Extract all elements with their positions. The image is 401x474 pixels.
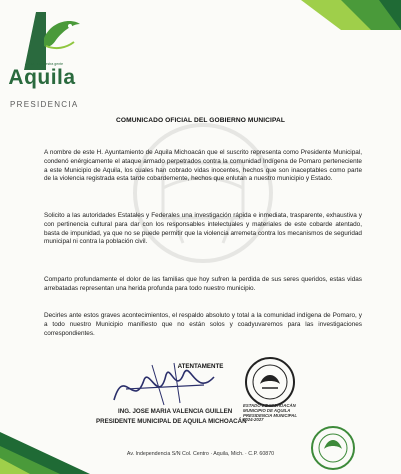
decorative-corner-bottom-left (0, 424, 150, 474)
decorative-corner-top-right (271, 0, 401, 30)
official-stamp-text (243, 404, 323, 423)
logo-tagline: Aquila por nuestra gente (24, 62, 64, 66)
paragraph-4: Decirles ante estos graves acontecimientos, el respaldo absoluto y total a la comunidad indígena de Pomaro, y a todo nuestro Municipio manifiesto que no están solos y coadyuvaremos para las investigaciones correspondientes. (44, 312, 362, 337)
stamp-line-2: MUNICIPIO DE AQUILA (243, 407, 291, 413)
paragraph-2: Solicito a las autoridades Estatales y Federales una investigación rápida e inmediata, trasparente, exhaustiva y con pertinencia cultural para dar con los responsables intelectuales y materiales de este cobarde atentado, basta de impunidad, ya que no se puede permitir que la violencia arremeta contra los mecanismos de seguridad municipal ni contra la población civil. (44, 212, 362, 246)
footer-seal-icon (308, 425, 358, 471)
municipal-seal-icon (244, 356, 296, 408)
signer-name: ING. JOSE MARIA VALENCIA GUILLEN (118, 408, 233, 415)
stamp-line-4: 2024-2027 (243, 417, 264, 423)
stamp-line-1: ESTADO DE MICHOACÁN (243, 403, 296, 408)
footer-address: Av. Independencia S/N Col. Centro · Aquila, Mich. · C.P. 60870 (126, 451, 275, 457)
logo-wordmark: Aquila (8, 66, 76, 89)
department-label: PRESIDENCIA (10, 100, 79, 109)
stamp-line-3: PRESIDENCIA MUNICIPAL (243, 412, 297, 418)
handwritten-signature-icon (104, 355, 224, 415)
paragraph-3: Comparto profundamente el dolor de las familias que hoy sufren la perdida de sus seres queridos, estas vidas arrebatadas representan una herida profunda para todo nuestro municipio. (44, 276, 362, 292)
signer-title: PRESIDENTE MUNICIPAL DE AQUILA MICHOACÁN (96, 418, 247, 425)
closing-text: ATENTAMENTE (177, 363, 224, 370)
document-title: COMUNICADO OFICIAL DEL GOBIERNO MUNICIPAL (116, 117, 285, 124)
paragraph-1: A nombre de este H. Ayuntamiento de Aquila Michoacán que el suscrito representa como Presidente Municipal, condenó enérgicamente el ataque armado perpetrados contra la comunidad Indígena de Pomaro perteneciente a este Municipio de Aquila, los cuales han cobrado vidas inocentes, hechos que son inaceptables como parte de la violencia registrada esta tarde cobardemente, hechos que enlutan a nuestro municipio y Estado. (44, 149, 362, 183)
